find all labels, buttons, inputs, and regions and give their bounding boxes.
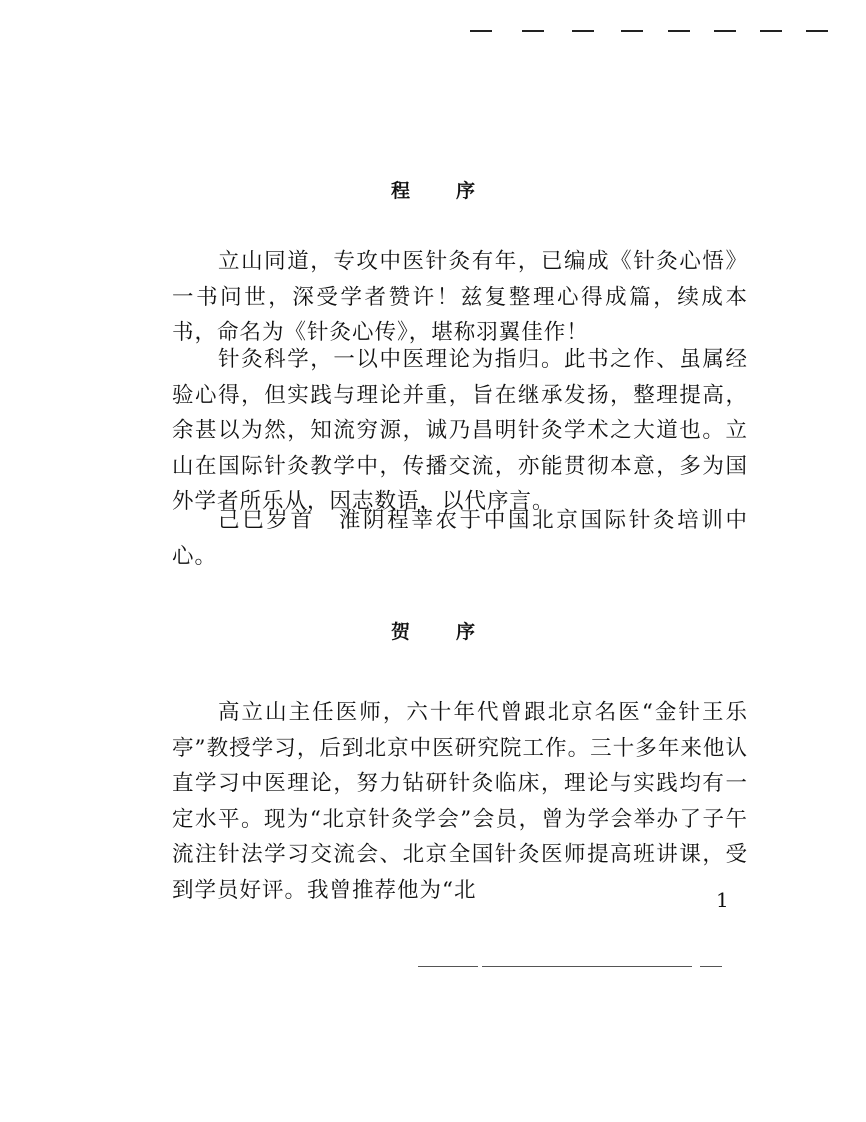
paragraph: 高立山主任医师，六十年代曾跟北京名医“金针王乐亭”教授学习，后到北京中医研究院工作。三十多年来他认直学习中医理论，努力钻研针灸临床，理论与实践均有一定水平。现为“北京针灸学会”会员，曾为学会举办了子午流注针法学习交流会、北京全国针灸医师提高班讲课，受到学员好评。我曾推荐他为“北 [172,700,748,903]
header-dash [470,30,492,32]
header-dash [572,30,594,32]
page-number: 1 [716,888,729,912]
header-dash [621,30,643,32]
header-dash [806,30,828,32]
paragraph: 立山同道，专攻中医针灸有年，已编成《针灸心悟》一书问世，深受学者赞许！兹复整理心得成篇，续成本书，命名为《针灸心传》，堪称羽翼佳作！ [172,249,748,345]
paragraph: 针灸科学，一以中医理论为指归。此书之作、虽属经验心得，但实践与理论并重，旨在继承发扬，整理提高，余甚以为然，知流穷源，诚乃昌明针灸学术之大道也。立山在国际针灸教学中，传播交流，亦能贯彻本意，多为国外学者所乐从，因志数语，以代序言。 [172,347,748,514]
signature-paragraph: 己巳岁首 淮阴程莘农于中国北京国际针灸培训中心。 [172,508,748,569]
header-dash [760,30,782,32]
header-dash [668,30,690,32]
header-dash [522,30,544,32]
header-dash [714,30,736,32]
footer-rule [418,966,478,967]
section-title-cheng-preface: 程序 [390,180,521,202]
footer-rule [700,966,722,967]
section-title-he-preface: 贺序 [390,621,521,643]
footer-rule [482,966,692,967]
